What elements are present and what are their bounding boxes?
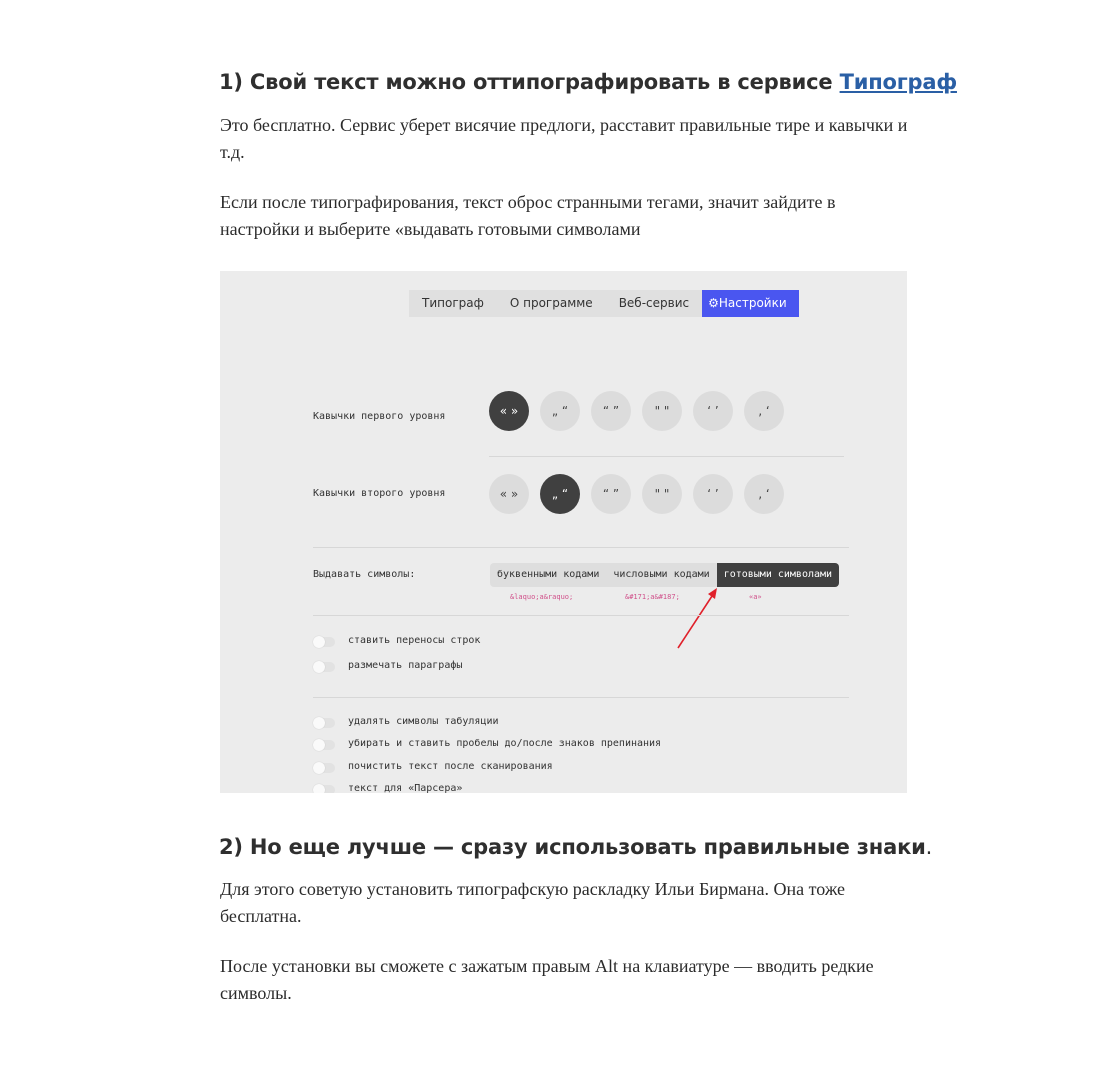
quotes-first-label: Кавычки первого уровня: [313, 411, 446, 422]
output-label: Выдавать символы:: [313, 569, 416, 580]
toggle-punctuation-spaces-label: убирать и ставить пробелы до/после знаков препинания: [348, 738, 662, 749]
section2-para2: После установки вы сможете с зажатым правым Alt на клавиатуре — вводить редкие символы.: [220, 956, 874, 1003]
toggle-line-breaks[interactable]: [313, 637, 335, 647]
section2-heading: [219, 835, 932, 859]
divider: [313, 615, 849, 616]
section2-para1: Для этого советую установить типографскую раскладку Ильи Бирмана. Она тоже бесплатна.: [220, 879, 846, 926]
output-option-numeric-codes[interactable]: числовыми кодами: [613, 569, 710, 580]
tipograf-link[interactable]: Типограф: [839, 70, 957, 94]
toggle-parser-text-label: текст для «Парсера»: [348, 783, 463, 793]
quote-second-option-5[interactable]: ‘ ’: [693, 474, 733, 514]
toggle-parser-text[interactable]: [313, 785, 335, 793]
output-option-letter-codes[interactable]: буквенными кодами: [497, 569, 600, 580]
red-arrow-icon: [670, 583, 725, 653]
toggle-paragraphs-label: размечать параграфы: [348, 660, 463, 671]
tab-web-service[interactable]: Веб-сервис: [618, 296, 690, 310]
output-example-ready: «a»: [749, 593, 762, 601]
tab-bar: [409, 290, 799, 317]
toggle-clean-scanned-label: почистить текст после сканирования: [348, 761, 553, 772]
section2-heading-text: 2) Но еще лучше — сразу использовать правильные знаки: [219, 835, 926, 859]
quote-first-option-2[interactable]: „ “: [540, 391, 580, 431]
toggle-remove-tabs-label: удалять символы табуляции: [348, 716, 499, 727]
quote-second-option-4[interactable]: " ": [642, 474, 682, 514]
quote-first-option-4[interactable]: " ": [642, 391, 682, 431]
quote-first-option-3[interactable]: “ ”: [591, 391, 631, 431]
toggle-clean-scanned[interactable]: [313, 763, 335, 773]
toggle-line-breaks-label: ставить переносы строк: [348, 635, 481, 646]
divider: [489, 456, 844, 457]
quote-second-option-1[interactable]: « »: [489, 474, 529, 514]
output-example-numeric: &#171;a&#187;: [625, 593, 680, 601]
section1-heading: [219, 70, 957, 94]
divider: [313, 547, 849, 548]
quotes-second-label: Кавычки второго уровня: [313, 488, 446, 499]
output-option-ready-symbols[interactable]: готовыми символами: [717, 563, 839, 587]
tab-tipograf[interactable]: Типограф: [422, 296, 484, 310]
settings-screenshot: [220, 271, 907, 793]
quote-second-option-3[interactable]: “ ”: [591, 474, 631, 514]
quote-second-option-2[interactable]: „ “: [540, 474, 580, 514]
toggle-punctuation-spaces[interactable]: [313, 740, 335, 750]
section1-para2: Если после типографирования, текст оброс странными тегами, значит зайдите в настройки и выберите «выдавать готовыми символами: [220, 192, 836, 239]
quote-first-option-5[interactable]: ‘ ’: [693, 391, 733, 431]
output-segmented-control: [490, 563, 839, 587]
tab-settings[interactable]: [702, 290, 799, 317]
toggle-remove-tabs[interactable]: [313, 718, 335, 728]
tab-about[interactable]: О программе: [509, 296, 593, 310]
quote-first-option-6[interactable]: ‚ ‘: [744, 391, 784, 431]
section1-heading-text: 1) Свой текст можно оттипографировать в сервисе: [219, 70, 840, 94]
quote-first-option-1[interactable]: « »: [489, 391, 529, 431]
toggle-paragraphs[interactable]: [313, 662, 335, 672]
divider: [313, 697, 849, 698]
quote-second-option-6[interactable]: ‚ ‘: [744, 474, 784, 514]
tab-settings-label: Настройки: [718, 296, 787, 310]
section2-heading-dot: .: [925, 835, 933, 859]
section1-para1: Это бесплатно. Сервис уберет висячие предлоги, расставит правильные тире и кавычки и т.д.: [220, 115, 908, 162]
gear-icon: ⚙: [708, 296, 719, 310]
output-example-letter: &laquo;a&raquo;: [510, 593, 574, 601]
